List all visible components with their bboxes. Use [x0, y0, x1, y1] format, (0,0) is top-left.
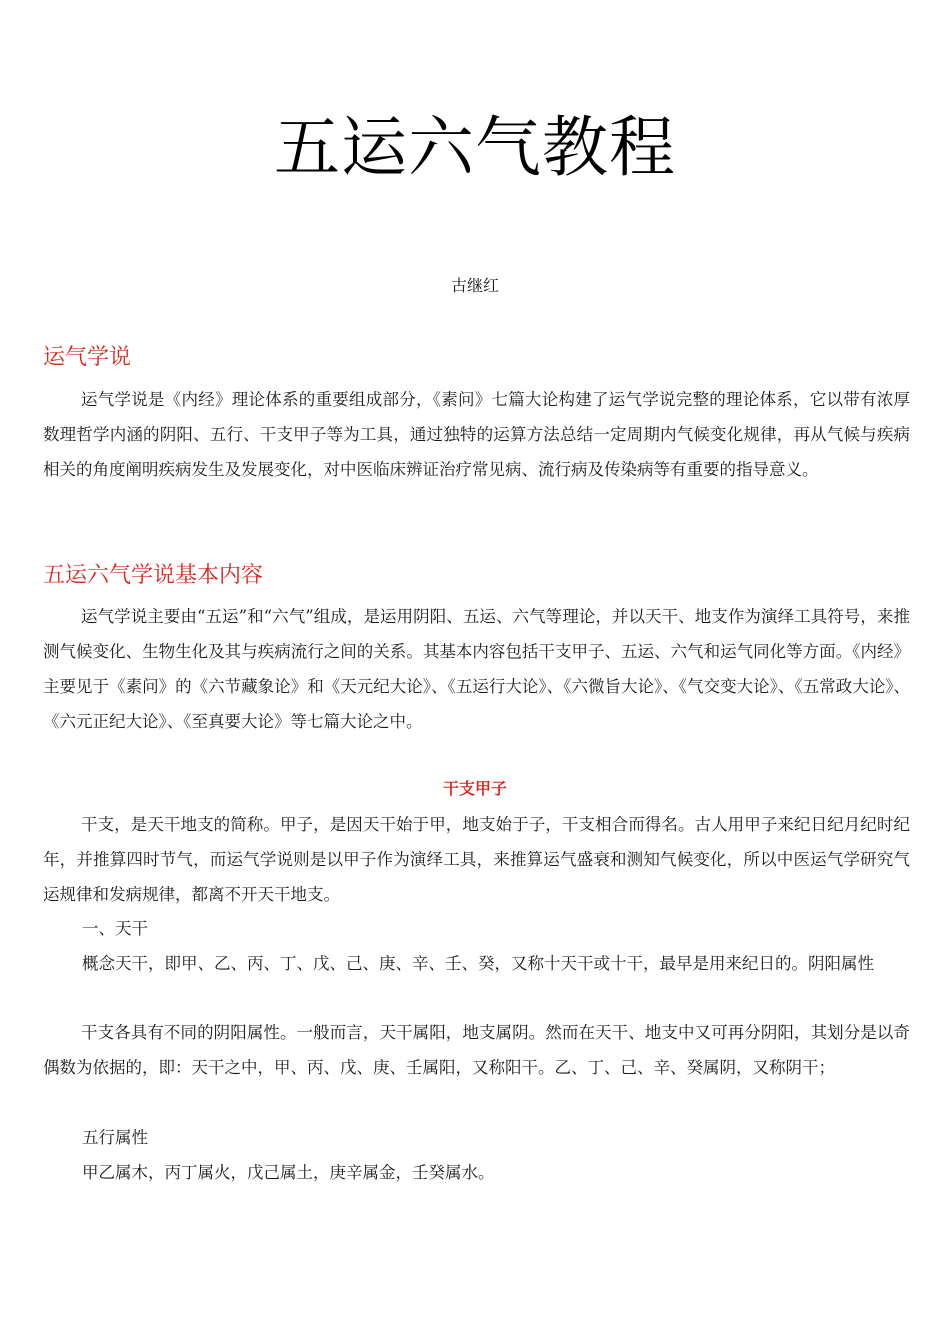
- section-paragraph-yunqi: 运气学说是《内经》理论体系的重要组成部分，《素问》七篇大论构建了运气学说完整的理论体系，它以带有浓厚数理哲学内涵的阴阳、五行、干支甲子等为工具，通过独特的运算方法总结一定周期内气候变化规律，再从气候与疾病相关的角度阐明疾病发生及发展变化，对中医临床辨证治疗常见病、流行病及传染病等有重要的指导意义。: [43, 390, 910, 479]
- section-heading-yunqi: 运气学说: [43, 345, 132, 370]
- author-name: 古继红: [450, 276, 499, 295]
- section-paragraph-basic-content: 运气学说主要由“五运”和“六气”组成，是运用阴阳、五运、六气等理论，并以天干、地支作为演绎工具符号，来推测气候变化、生物生化及其与疾病流行之间的关系。其基本内容包括干支甲子、五运、六气和运气同化等方面。《内经》主要见于《素问》的《六节藏象论》和《天元纪大论》、《五运行大论》、《六微旨大论》、《气交变大论》、《五常政大论》、《六元正纪大论》、《至真要大论》等七篇大论之中。: [43, 607, 910, 731]
- tiangan-concept-paragraph: 概念天干，即甲、乙、丙、丁、戊、己、庚、辛、壬、癸，又称十天干或十干，最早是用来纪日的。阴阳属性: [82, 954, 874, 973]
- item-heading-tiangan: 一、天干: [82, 919, 148, 938]
- subsection-intro-paragraph: 干支，是天干地支的简称。甲子，是因天干始于甲，地支始于子，干支相合而得名。古人用甲子来纪日纪月纪时纪年，并推算四时节气，而运气学说则是以甲子作为演绎工具，来推算运气盛衰和测知气候变化，所以中医运气学研究气运规律和发病规律，都离不开天干地支。: [43, 815, 910, 904]
- wuxing-paragraph: 甲乙属木，丙丁属火，戊己属土，庚辛属金，壬癸属水。: [82, 1163, 495, 1182]
- section-heading-basic-content: 五运六气学说基本内容: [43, 563, 264, 588]
- wuxing-heading: 五行属性: [82, 1128, 148, 1147]
- yinyang-attribute-paragraph: 干支各具有不同的阴阳属性。一般而言，天干属阳，地支属阴。然而在天干、地支中又可再分阴阳，其划分是以奇偶数为依据的，即：天干之中，甲、丙、戊、庚、壬属阳，又称阳干。乙、丁、己、辛、癸属阴，又称阴干；: [43, 1023, 910, 1077]
- document-title: 五运六气教程: [274, 109, 676, 186]
- subsection-heading-ganzhi: 干支甲子: [442, 779, 507, 798]
